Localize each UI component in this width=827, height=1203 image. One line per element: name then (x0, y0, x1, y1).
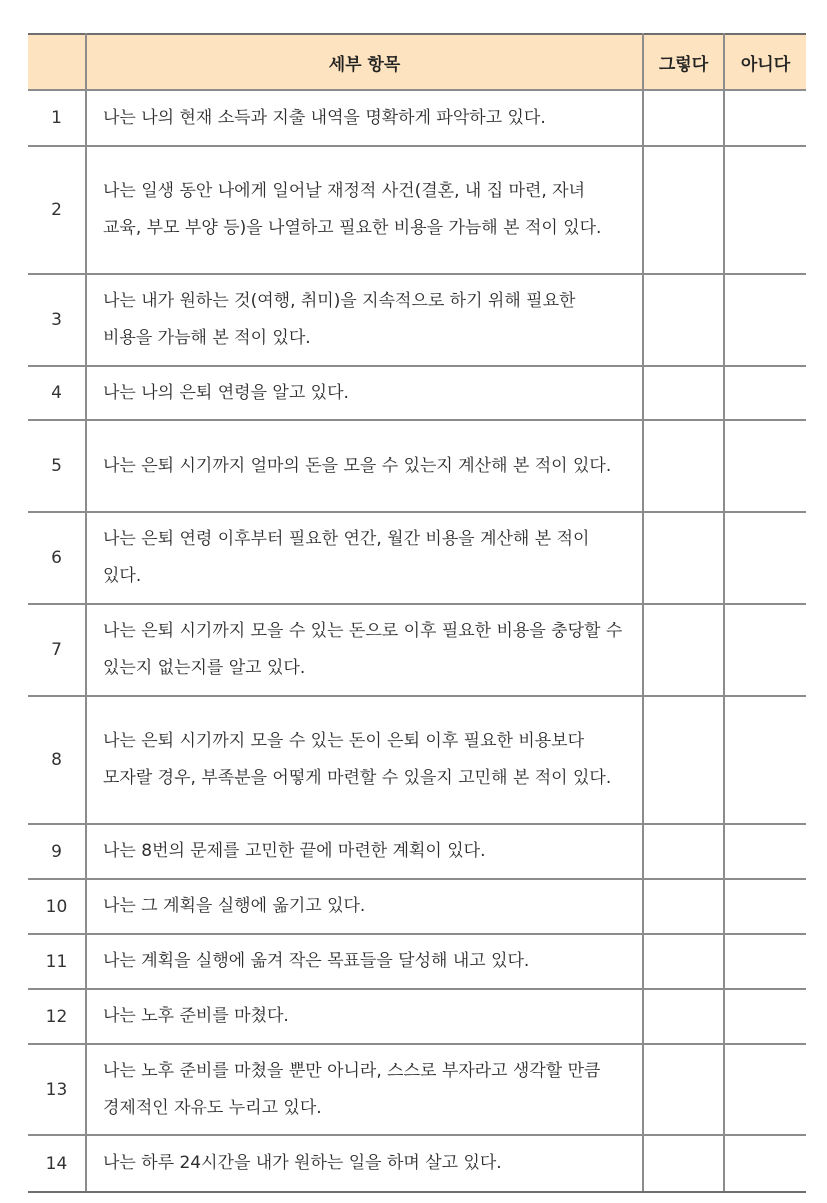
row-number: 11 (28, 934, 86, 989)
no-check-cell[interactable] (724, 824, 806, 879)
no-check-cell[interactable] (724, 879, 806, 934)
row-item-text: 나는 나의 현재 소득과 지출 내역을 명확하게 파악하고 있다. (86, 90, 643, 146)
row-item-text: 나는 일생 동안 나에게 일어날 재정적 사건(결혼, 내 집 마련, 자녀 교육, 부모 부양 등)을 나열하고 필요한 비용을 가늠해 본 적이 있다. (86, 146, 643, 274)
no-check-cell[interactable] (724, 366, 806, 420)
row-number: 14 (28, 1135, 86, 1192)
row-number: 3 (28, 274, 86, 366)
yes-check-cell[interactable] (643, 989, 724, 1044)
yes-check-cell[interactable] (643, 824, 724, 879)
row-item-text: 나는 그 계획을 실행에 옮기고 있다. (86, 879, 643, 934)
table-row (28, 604, 806, 696)
no-check-cell[interactable] (724, 512, 806, 604)
row-number: 5 (28, 420, 86, 512)
row-item-text: 나는 노후 준비를 마쳤을 뿐만 아니라, 스스로 부자라고 생각할 만큼 경제적인 자유도 누리고 있다. (86, 1044, 643, 1135)
row-number: 7 (28, 604, 86, 696)
yes-check-cell[interactable] (643, 1044, 724, 1135)
yes-column-header: 그렇다 (643, 34, 724, 90)
row-number: 4 (28, 366, 86, 420)
item-column-header: 세부 항목 (86, 34, 643, 90)
yes-check-cell[interactable] (643, 879, 724, 934)
row-number: 12 (28, 989, 86, 1044)
table-row (28, 989, 806, 1044)
no-check-cell[interactable] (724, 274, 806, 366)
row-number: 13 (28, 1044, 86, 1135)
table-row (28, 90, 806, 146)
yes-check-cell[interactable] (643, 696, 724, 824)
table-row (28, 934, 806, 989)
yes-check-cell[interactable] (643, 146, 724, 274)
row-item-text: 나는 은퇴 시기까지 모을 수 있는 돈이 은퇴 이후 필요한 비용보다 모자랄 경우, 부족분을 어떻게 마련할 수 있을지 고민해 본 적이 있다. (86, 696, 643, 824)
yes-check-cell[interactable] (643, 512, 724, 604)
table-body (28, 90, 806, 1192)
table-row (28, 879, 806, 934)
table-row (28, 146, 806, 274)
row-item-text: 나는 계획을 실행에 옮겨 작은 목표들을 달성해 내고 있다. (86, 934, 643, 989)
row-item-text: 나는 8번의 문제를 고민한 끝에 마련한 계획이 있다. (86, 824, 643, 879)
table-row (28, 1044, 806, 1135)
no-check-cell[interactable] (724, 1135, 806, 1192)
number-column-header (28, 34, 86, 90)
yes-check-cell[interactable] (643, 274, 724, 366)
row-item-text: 나는 노후 준비를 마쳤다. (86, 989, 643, 1044)
table-header (28, 34, 806, 90)
yes-check-cell[interactable] (643, 934, 724, 989)
no-check-cell[interactable] (724, 90, 806, 146)
no-check-cell[interactable] (724, 934, 806, 989)
row-number: 1 (28, 90, 86, 146)
yes-check-cell[interactable] (643, 90, 724, 146)
row-item-text: 나는 은퇴 연령 이후부터 필요한 연간, 월간 비용을 계산해 본 적이 있다. (86, 512, 643, 604)
row-number: 9 (28, 824, 86, 879)
no-check-cell[interactable] (724, 146, 806, 274)
no-column-header: 아니다 (724, 34, 806, 90)
table-row (28, 366, 806, 420)
header-row (28, 34, 806, 90)
row-number: 6 (28, 512, 86, 604)
yes-check-cell[interactable] (643, 420, 724, 512)
row-number: 10 (28, 879, 86, 934)
table-row (28, 420, 806, 512)
no-check-cell[interactable] (724, 1044, 806, 1135)
row-item-text: 나는 하루 24시간을 내가 원하는 일을 하며 살고 있다. (86, 1135, 643, 1192)
row-number: 8 (28, 696, 86, 824)
no-check-cell[interactable] (724, 420, 806, 512)
table-row (28, 274, 806, 366)
row-item-text: 나는 은퇴 시기까지 얼마의 돈을 모을 수 있는지 계산해 본 적이 있다. (86, 420, 643, 512)
table-row (28, 696, 806, 824)
row-item-text: 나는 내가 원하는 것(여행, 취미)을 지속적으로 하기 위해 필요한 비용을 가늠해 본 적이 있다. (86, 274, 643, 366)
yes-check-cell[interactable] (643, 604, 724, 696)
retirement-checklist-table (28, 33, 806, 1193)
row-item-text: 나는 은퇴 시기까지 모을 수 있는 돈으로 이후 필요한 비용을 충당할 수 있는지 없는지를 알고 있다. (86, 604, 643, 696)
yes-check-cell[interactable] (643, 366, 724, 420)
yes-check-cell[interactable] (643, 1135, 724, 1192)
no-check-cell[interactable] (724, 989, 806, 1044)
table-row (28, 824, 806, 879)
no-check-cell[interactable] (724, 696, 806, 824)
row-number: 2 (28, 146, 86, 274)
row-item-text: 나는 나의 은퇴 연령을 알고 있다. (86, 366, 643, 420)
table-row (28, 1135, 806, 1192)
table-row (28, 512, 806, 604)
no-check-cell[interactable] (724, 604, 806, 696)
